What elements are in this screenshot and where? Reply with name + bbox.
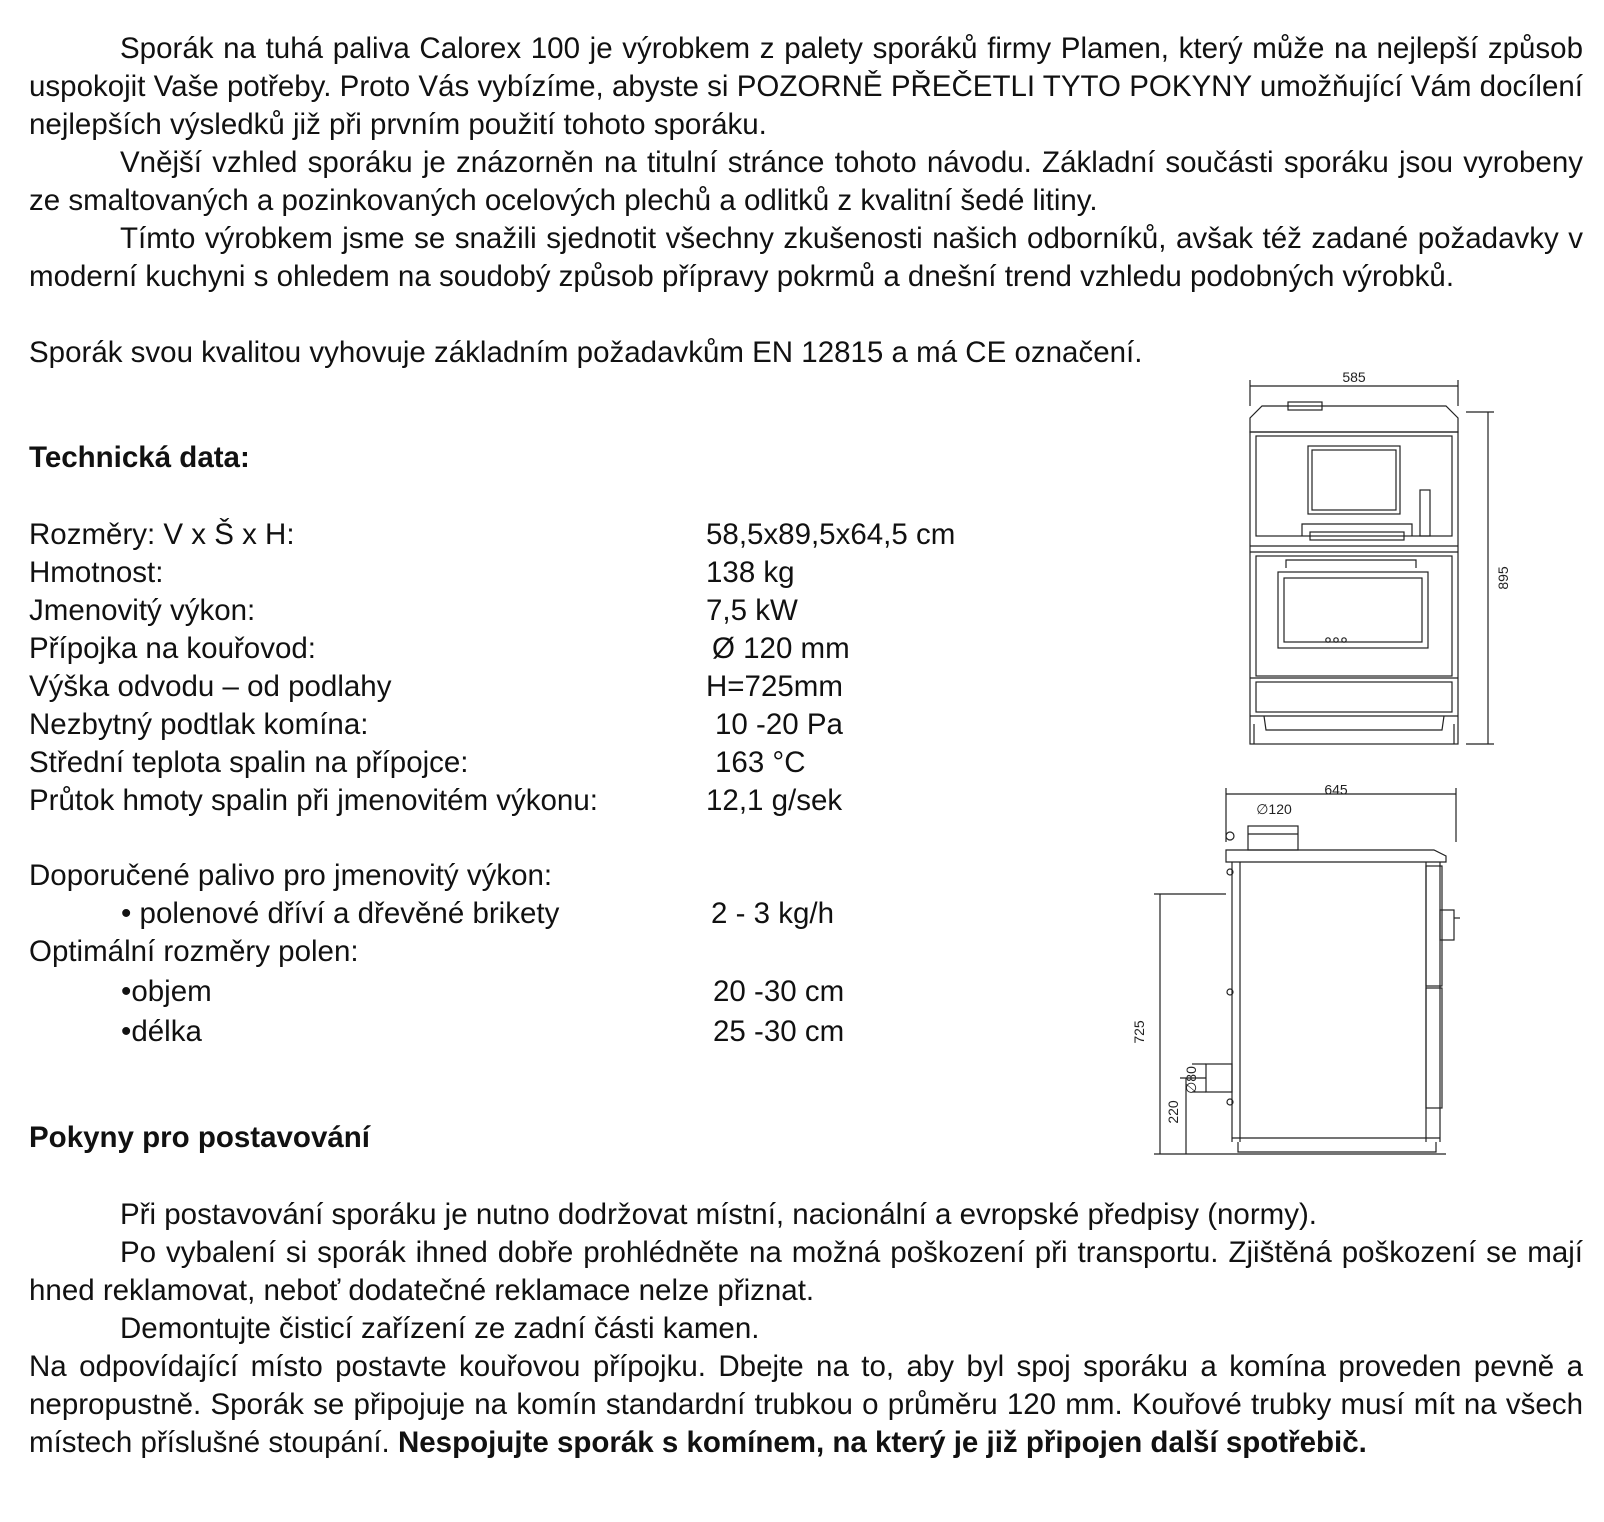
tech-row-value: 12,1 g/sek xyxy=(706,784,843,817)
tech-row-value: Ø 120 mm xyxy=(712,632,850,665)
tech-row-label: Hmotnost: xyxy=(29,556,164,589)
length-value: 25 -30 cm xyxy=(713,1015,845,1048)
tech-row-label: Nezbytný podtlak komína: xyxy=(29,708,369,741)
stove-front-drawing xyxy=(1226,369,1516,762)
intro-paragraph-4: Sporák svou kvalitou vyhovuje základním požadavkům EN 12815 a má CE označení. xyxy=(29,336,1143,369)
tech-row-value: 7,5 kW xyxy=(706,594,798,627)
tech-row-value: 138 kg xyxy=(706,556,795,589)
tech-row-value: 163 °C xyxy=(715,746,806,779)
intro-paragraph-1: Sporák na tuhá paliva Calorex 100 je výrobkem z palety sporáků firmy Plamen, který může na nejlepší způsob uspokojit Vaše potřeby. Proto Vás vybízíme, abyste si POZORNĚ PŘEČETLI TYTO POKYNY umožňující Vám docílení nejlepších výsledků již při prvním použití tohoto sporáku. xyxy=(29,32,1583,141)
fuel-item: • polenové dříví a dřevěné brikety xyxy=(121,897,560,930)
tech-row-value: 10 -20 Pa xyxy=(715,708,843,741)
tech-row-label: Jmenovitý výkon: xyxy=(29,594,256,627)
tech-row-value: H=725mm xyxy=(706,670,843,703)
install-paragraph-1: Při postavování sporáku je nutno dodržovat místní, nacionální a evropské předpisy (normy). xyxy=(120,1198,1317,1231)
install-heading: Pokyny pro postavování xyxy=(29,1121,370,1154)
tech-row-value: 58,5x89,5x64,5 cm xyxy=(706,518,956,551)
tech-row-label: Rozměry: V x Š x H: xyxy=(29,518,295,551)
intro-paragraph-3: Tímto výrobkem jsme se snažili sjednotit všechny zkušenosti našich odborníků, avšak též zadané požadavky v moderní kuchyni s ohledem na soudobý způsob přípravy pokrmů a dnešní trend vzhledu podobných výrobků. xyxy=(29,222,1583,293)
tech-heading: Technická data: xyxy=(29,441,250,474)
intro-paragraph-2: Vnější vzhled sporáku je znázorněn na titulní stránce tohoto návodu. Základní součásti sporáku jsou vyrobeny ze smaltovaných a pozinkovaných ocelových plechů a odlitků z kvalitní šedé litiny. xyxy=(29,146,1583,217)
install-warning: Nespojujte sporák s komínem, na který je již připojen další spotřebič. xyxy=(397,1426,1367,1459)
inlet-diameter-label: ∅80 xyxy=(1183,1066,1199,1094)
fuel-value: 2 - 3 kg/h xyxy=(711,897,834,930)
side-depth-label: 645 xyxy=(1324,781,1348,798)
volume-item: •objem xyxy=(121,975,212,1008)
tech-row-label: Průtok hmoty spalin při jmenovitém výkonu: xyxy=(29,784,598,817)
tech-row-label: Výška odvodu – od podlahy xyxy=(29,670,392,703)
flue-diameter-label: ∅120 xyxy=(1256,801,1292,817)
volume-value: 20 -30 cm xyxy=(713,975,845,1008)
install-paragraph-3: Demontujte čisticí zařízení ze zadní části kamen. xyxy=(120,1312,760,1345)
length-item: •délka xyxy=(121,1015,202,1048)
tech-row-label: Přípojka na kouřovod: xyxy=(29,632,316,665)
tech-row-label: Střední teplota spalin na přípojce: xyxy=(29,746,469,779)
front-height-label: 895 xyxy=(1495,566,1511,590)
install-paragraph-2: Po vybalení si sporák ihned dobře prohlédněte na možná poškození při transportu. Zjištěná poškození se mají hned reklamovat, neboť dodatečné reklamace nelze přiznat. xyxy=(29,1236,1583,1307)
install-paragraph-4: Na odpovídající místo postavte kouřovou přípojku. Dbejte na to, aby byl spoj sporáku a komína proveden pevně a nepropustně. Sporák se připojuje na komín standardní trubkou o průměru 120 mm. Kouřové trubky musí mít na všech místech příslušné stoupání. Nespojujte sporák s komínem, na který je již připojen další spotřebič. xyxy=(29,1350,1583,1459)
inlet-height-label: 220 xyxy=(1165,1100,1181,1124)
front-width-label: 585 xyxy=(1342,369,1366,385)
stove-side-drawing xyxy=(1131,781,1490,1167)
flue-height-label: 725 xyxy=(1131,1020,1147,1044)
